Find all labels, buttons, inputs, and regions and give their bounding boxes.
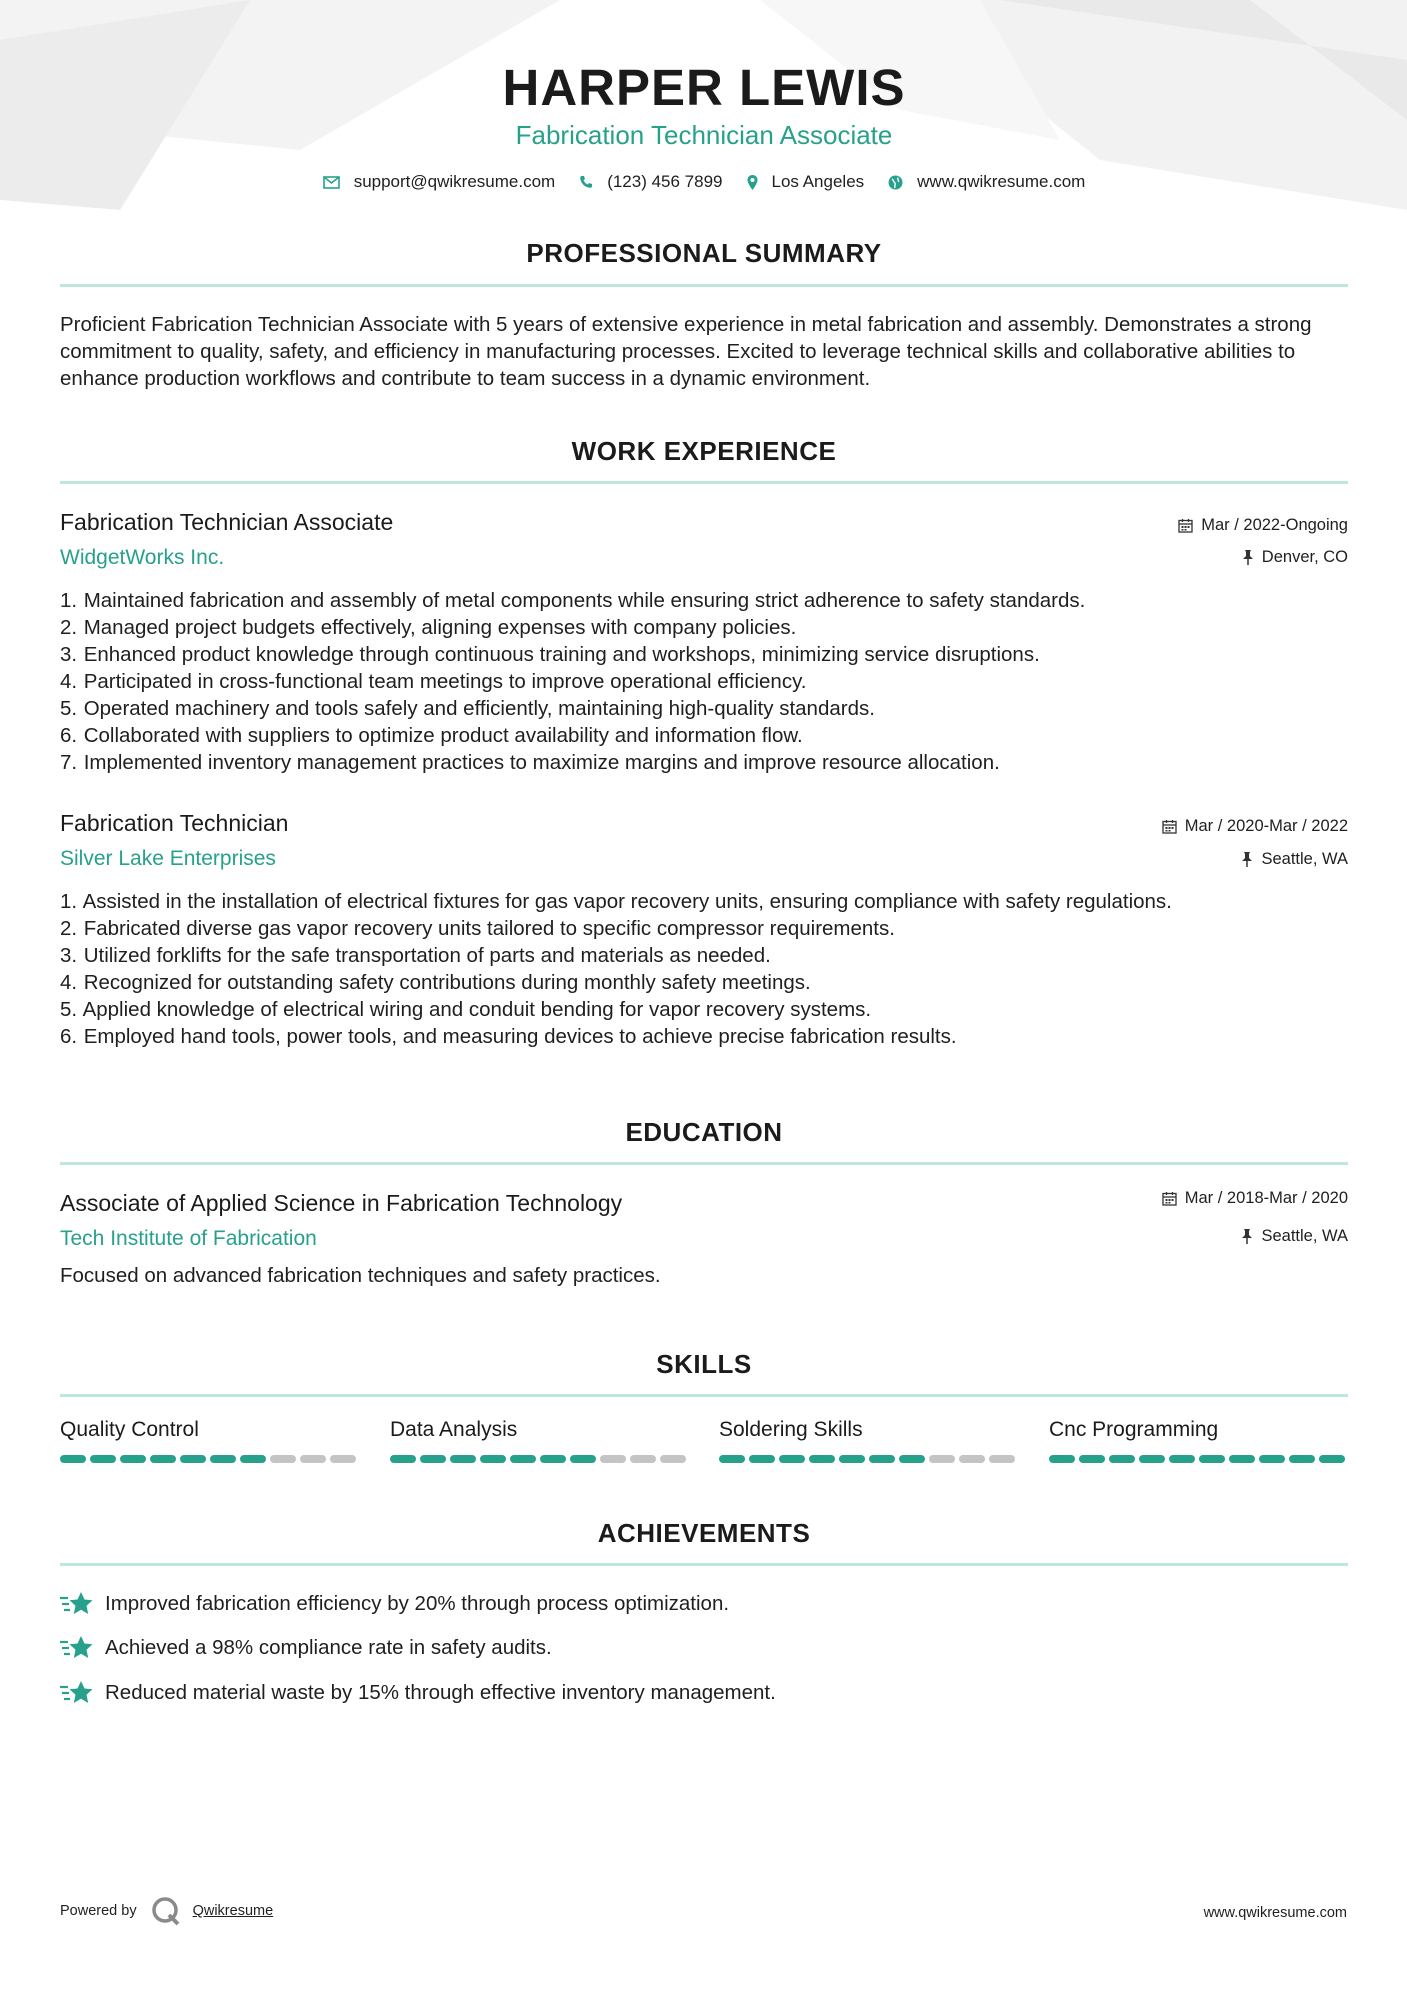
skill-item xyxy=(60,1418,360,1463)
skill-name: Data Analysis xyxy=(390,1418,518,1441)
skill-segment-filled xyxy=(420,1455,446,1463)
skills-rule xyxy=(60,1394,1348,1397)
pin-icon xyxy=(1241,852,1253,867)
skill-segment-filled xyxy=(1079,1455,1105,1463)
footer-powered-by xyxy=(60,1896,273,1926)
skill-item xyxy=(1049,1418,1349,1463)
skill-segment-filled xyxy=(540,1455,566,1463)
list-item: 2. Fabricated diverse gas vapor recovery units tailored to specific compressor requirements. xyxy=(60,917,895,940)
job-title: Fabrication Technician Associate xyxy=(60,509,394,535)
job-dates-text: Mar / 2020-Mar / 2022 xyxy=(1184,817,1348,835)
education-dates xyxy=(1162,1189,1348,1208)
skill-segment-filled xyxy=(1109,1455,1135,1463)
globe-icon xyxy=(888,175,903,190)
job-bullets xyxy=(60,888,1348,1050)
skill-name: Quality Control xyxy=(60,1418,199,1441)
skill-segment-filled xyxy=(90,1455,116,1463)
skill-segment-filled xyxy=(1229,1455,1255,1463)
job-bullets xyxy=(60,587,1348,776)
email-text: support@qwikresume.com xyxy=(353,172,556,191)
website-text: www.qwikresume.com xyxy=(917,172,1086,191)
pin-icon xyxy=(1242,550,1254,565)
list-item: 3. Enhanced product knowledge through continuous training and workshops, minimizing service disruptions. xyxy=(60,643,1040,666)
skill-segment-filled xyxy=(240,1455,266,1463)
summary-rule xyxy=(60,284,1348,287)
skill-rating-bar xyxy=(390,1455,690,1463)
footer-website-link[interactable]: www.qwikresume.com xyxy=(1203,1905,1347,1921)
job-dates-text: Mar / 2022-Ongoing xyxy=(1201,516,1348,534)
experience-rule xyxy=(60,481,1348,484)
skill-segment-filled xyxy=(60,1455,86,1463)
education-rule xyxy=(60,1162,1348,1165)
skill-segment-empty xyxy=(929,1455,955,1463)
calendar-icon xyxy=(1178,518,1193,533)
skill-segment-empty xyxy=(600,1455,626,1463)
list-item: 6. Employed hand tools, power tools, and measuring devices to achieve precise fabrication results. xyxy=(60,1025,957,1048)
skill-segment-filled xyxy=(510,1455,536,1463)
education-description: Focused on advanced fabrication techniques and safety practices. xyxy=(60,1264,661,1287)
pin-icon xyxy=(1241,1229,1253,1244)
job-title: Fabrication Technician xyxy=(60,810,289,836)
education-dates-text: Mar / 2018-Mar / 2020 xyxy=(1184,1189,1348,1207)
envelope-icon xyxy=(323,176,340,189)
skill-segment-filled xyxy=(390,1455,416,1463)
list-item: 7. Implemented inventory management practices to maximize margins and improve resource allocation. xyxy=(60,751,1000,774)
skill-segment-filled xyxy=(1169,1455,1195,1463)
job-location-text: Denver, CO xyxy=(1261,548,1348,566)
achievement-item xyxy=(60,1590,729,1617)
skill-segment-empty xyxy=(630,1455,656,1463)
skill-segment-filled xyxy=(809,1455,835,1463)
achievement-text: Reduced material waste by 15% through effective inventory management. xyxy=(105,1680,776,1704)
skill-segment-empty xyxy=(660,1455,686,1463)
achievements-rule xyxy=(60,1563,1348,1566)
skill-segment-filled xyxy=(749,1455,775,1463)
job-company: WidgetWorks Inc. xyxy=(60,546,225,569)
skill-segment-filled xyxy=(150,1455,176,1463)
powered-by-label: Powered by xyxy=(60,1903,137,1919)
achievement-text: Improved fabrication efficiency by 20% through process optimization. xyxy=(105,1591,730,1615)
skill-segment-filled xyxy=(1289,1455,1315,1463)
skill-segment-filled xyxy=(1319,1455,1345,1463)
contact-bar xyxy=(60,172,1348,192)
list-item: 5. Applied knowledge of electrical wiring and conduit bending for vapor recovery systems. xyxy=(60,998,872,1021)
job-location xyxy=(1241,850,1348,869)
calendar-icon xyxy=(1162,1191,1177,1206)
skill-name: Cnc Programming xyxy=(1049,1418,1219,1441)
skill-segment-empty xyxy=(270,1455,296,1463)
skill-segment-filled xyxy=(180,1455,206,1463)
star-icon xyxy=(60,1679,93,1706)
job-dates xyxy=(1162,817,1348,836)
list-item: 1. Assisted in the installation of electrical fixtures for gas vapor recovery units, ensuring compliance with safety regulations. xyxy=(60,890,1172,913)
contact-email[interactable] xyxy=(323,172,556,192)
skill-segment-empty xyxy=(989,1455,1015,1463)
summary-text: Proficient Fabrication Technician Associate with 5 years of extensive experience in metal fabrication and assembly. Demonstrates a strong commitment to quality, safety, and efficiency in manufacturing processes. Excited to leverage technical skills and collaborative abilities to enhance production workflows and contribute to team success in a dynamic environment. xyxy=(60,313,1312,390)
skill-segment-filled xyxy=(1139,1455,1165,1463)
skill-rating-bar xyxy=(1049,1455,1349,1463)
skill-segment-empty xyxy=(330,1455,356,1463)
list-item: 4. Participated in cross-functional team meetings to improve operational efficiency. xyxy=(60,670,807,693)
job-company: Silver Lake Enterprises xyxy=(60,847,276,870)
skill-segment-filled xyxy=(1259,1455,1285,1463)
skill-segment-filled xyxy=(719,1455,745,1463)
star-icon xyxy=(60,1634,93,1661)
skill-rating-bar xyxy=(719,1455,1019,1463)
school-name: Tech Institute of Fabrication xyxy=(60,1227,317,1250)
list-item: 4. Recognized for outstanding safety contributions during monthly safety meetings. xyxy=(60,971,811,994)
skill-item xyxy=(719,1418,1019,1463)
skills-heading: SKILLS xyxy=(656,1349,752,1379)
skill-segment-filled xyxy=(120,1455,146,1463)
skill-segment-filled xyxy=(1199,1455,1225,1463)
job-location-text: Seattle, WA xyxy=(1261,850,1348,868)
calendar-icon xyxy=(1162,819,1177,834)
skill-segment-filled xyxy=(480,1455,506,1463)
phone-text: (123) 456 7899 xyxy=(607,172,723,191)
contact-website[interactable] xyxy=(888,172,1085,192)
skill-segment-empty xyxy=(300,1455,326,1463)
education-heading: EDUCATION xyxy=(625,1117,783,1147)
experience-heading: WORK EXPERIENCE xyxy=(571,436,837,466)
education-location xyxy=(1241,1227,1348,1246)
candidate-title: Fabrication Technician Associate xyxy=(515,120,893,150)
skill-segment-filled xyxy=(1049,1455,1075,1463)
skill-name: Soldering Skills xyxy=(719,1418,863,1441)
list-item: 1. Maintained fabrication and assembly of metal components while ensuring strict adherence to safety standards. xyxy=(60,589,1086,612)
job-dates xyxy=(1178,516,1348,535)
achievement-text: Achieved a 98% compliance rate in safety audits. xyxy=(105,1635,552,1659)
list-item: 5. Operated machinery and tools safely and efficiently, maintaining high-quality standards. xyxy=(60,697,875,720)
star-icon xyxy=(60,1590,93,1617)
achievement-item xyxy=(60,1634,552,1661)
list-item: 3. Utilized forklifts for the safe transportation of parts and materials as needed. xyxy=(60,944,771,967)
candidate-name: HARPER LEWIS xyxy=(502,59,906,116)
summary-heading: PROFESSIONAL SUMMARY xyxy=(526,238,882,268)
education-location-text: Seattle, WA xyxy=(1261,1227,1348,1245)
skill-segment-filled xyxy=(210,1455,236,1463)
skill-segment-filled xyxy=(899,1455,925,1463)
map-marker-icon xyxy=(747,175,758,190)
skill-rating-bar xyxy=(60,1455,360,1463)
degree-title: Associate of Applied Science in Fabrication Technology xyxy=(60,1190,623,1216)
skill-segment-filled xyxy=(450,1455,476,1463)
skill-segment-filled xyxy=(570,1455,596,1463)
list-item: 6. Collaborated with suppliers to optimize product availability and information flow. xyxy=(60,724,803,747)
achievement-item xyxy=(60,1679,776,1706)
achievements-heading: ACHIEVEMENTS xyxy=(597,1518,811,1548)
phone-icon xyxy=(579,175,593,189)
skill-segment-empty xyxy=(959,1455,985,1463)
contact-location xyxy=(747,172,865,192)
contact-phone[interactable] xyxy=(579,172,722,192)
skill-item xyxy=(390,1418,690,1463)
list-item: 2. Managed project budgets effectively, aligning expenses with company policies. xyxy=(60,616,797,639)
skill-segment-filled xyxy=(839,1455,865,1463)
footer-brand-link[interactable]: Qwikresume xyxy=(192,1903,274,1919)
skill-segment-filled xyxy=(779,1455,805,1463)
location-text: Los Angeles xyxy=(771,172,865,191)
qwikresume-logo xyxy=(151,1896,181,1926)
job-location xyxy=(1242,548,1348,567)
skill-segment-filled xyxy=(869,1455,895,1463)
